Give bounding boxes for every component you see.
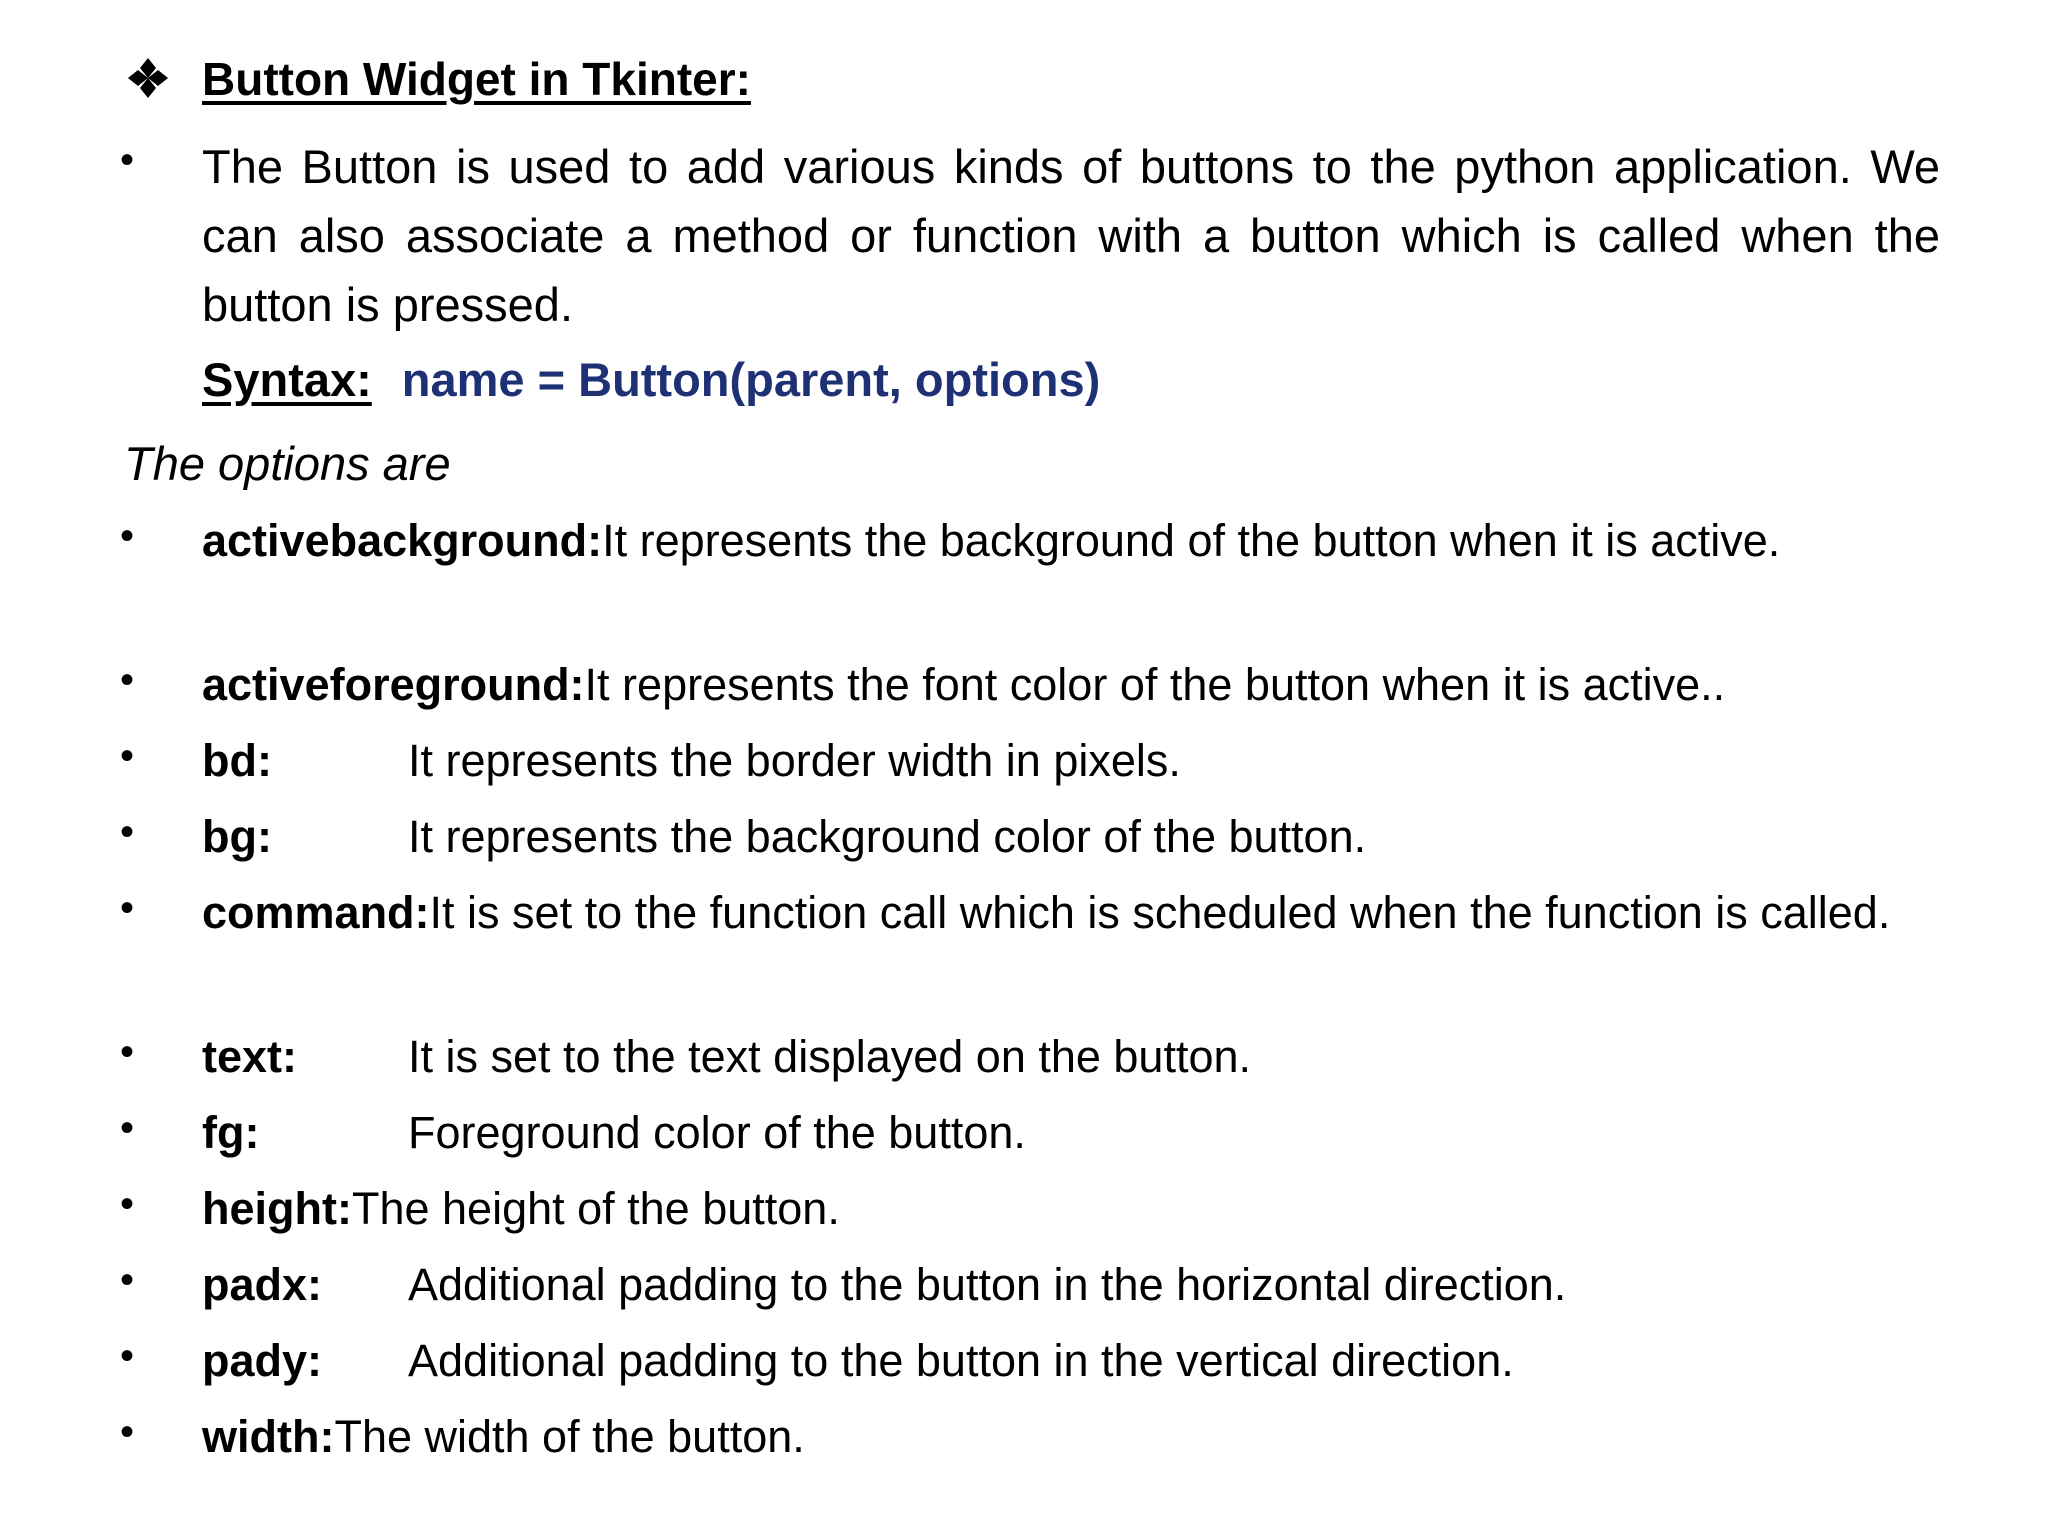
bullet-icon: • [120,1030,135,1074]
bullet-icon: • [120,886,135,930]
bullet-icon: • [120,734,135,778]
bullet-icon: • [120,1182,135,1226]
option-item-pady [202,1328,1940,1394]
option-term: activebackground: [202,515,603,566]
option-desc: It represents the background color of the button. [408,811,1367,862]
option-term: bg: [202,811,272,862]
syntax-code: name = Button(parent, options) [401,353,1101,406]
option-item-bg [202,804,1940,870]
option-item-activebackground [202,508,1940,574]
option-desc: It is set to the text displayed on the button. [408,1031,1252,1082]
option-desc: The width of the button. [334,1411,805,1462]
option-item-activeforeground [202,652,1940,718]
option-item-padx [202,1252,1940,1318]
option-term: width: [202,1411,335,1462]
option-term: command: [202,887,430,938]
option-term: height: [202,1183,352,1234]
option-item-height [202,1176,1940,1242]
bullet-icon: • [120,1410,135,1454]
intro-paragraph: The Button is used to add various kinds of buttons to the python application. We can also associate a method or function with a button which is called when the button is pressed. [202,140,1940,331]
option-term: activeforeground: [202,659,585,710]
option-desc: Foreground color of the button. [408,1107,1026,1158]
syntax-label: Syntax: [202,353,372,406]
bullet-icon: • [120,1106,135,1150]
option-desc: Additional padding to the button in the vertical direction. [408,1335,1514,1386]
option-item-width [202,1404,1940,1470]
option-item-fg [202,1100,1940,1166]
syntax-line [202,352,1100,407]
slide-title: Button Widget in Tkinter: [202,53,751,105]
option-term: padx: [202,1259,323,1310]
option-desc: It represents the border width in pixels. [408,735,1181,786]
bullet-icon: • [120,1334,135,1378]
option-desc: It is set to the function call which is scheduled when the function is called. [429,887,1891,938]
option-term: pady: [202,1335,323,1386]
bullet-icon: • [120,810,135,854]
bullet-icon: • [120,658,135,702]
option-desc: The height of the button. [351,1183,840,1234]
four-diamond-bullet-icon [126,56,170,100]
option-term: fg: [202,1107,260,1158]
options-heading: The options are [124,437,451,490]
bullet-icon: • [120,514,135,558]
bullet-icon: • [120,1258,135,1302]
option-item-command [202,880,1940,946]
option-item-bd [202,728,1940,794]
option-desc: It represents the font color of the button when it is active.. [584,659,1726,710]
option-desc: Additional padding to the button in the horizontal direction. [408,1259,1567,1310]
option-term: bd: [202,735,272,786]
bullet-icon: • [120,138,135,182]
option-item-text [202,1024,1940,1090]
option-desc: It represents the background of the button when it is active. [602,515,1781,566]
option-term: text: [202,1031,298,1082]
